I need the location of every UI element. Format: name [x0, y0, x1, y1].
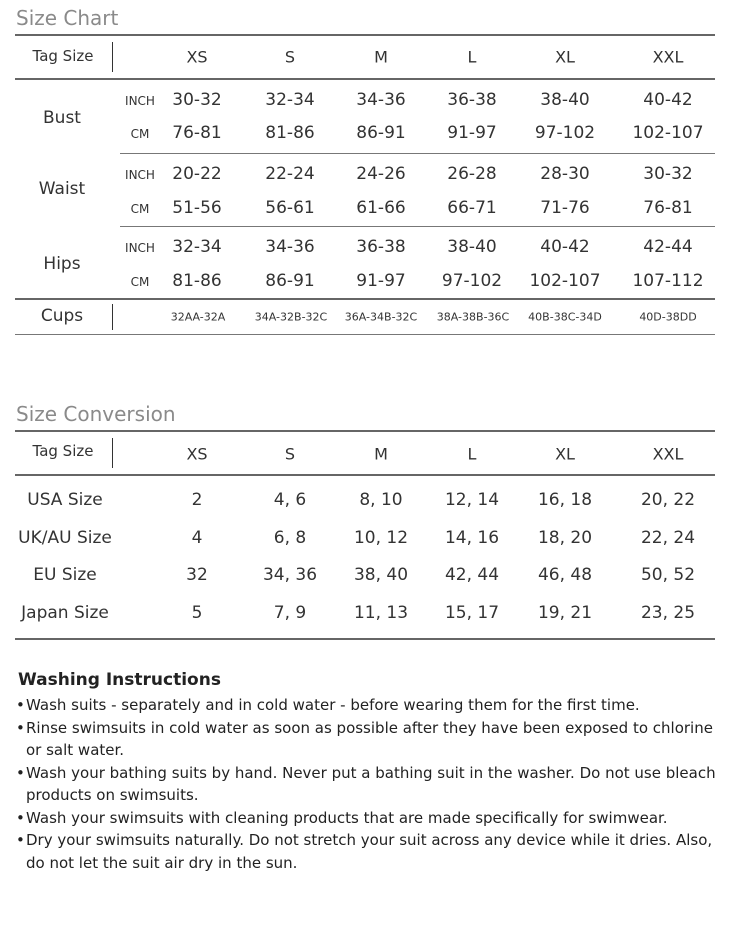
- converted-size-value: 14, 16: [444, 528, 500, 548]
- size-header: M: [374, 47, 388, 67]
- size-value: 56-61: [265, 198, 315, 218]
- size-value: 36-38: [447, 90, 497, 110]
- size-value: 102-107: [632, 123, 704, 143]
- converted-size-value: 15, 17: [444, 603, 500, 623]
- converted-size-value: 32: [186, 565, 208, 585]
- size-value: 91-97: [447, 123, 497, 143]
- converted-size-value: 10, 12: [353, 528, 409, 548]
- region-size-label: UK/AU Size: [18, 528, 112, 548]
- size-header: XXL: [652, 47, 684, 67]
- size-value: 76-81: [172, 123, 222, 143]
- cup-value: 32AA-32A: [170, 310, 226, 324]
- size-value: 102-107: [529, 271, 601, 291]
- size-value: 86-91: [356, 123, 406, 143]
- size-value: 32-34: [172, 237, 222, 257]
- washing-instructions-list: [16, 694, 731, 874]
- converted-size-value: 5: [191, 603, 203, 623]
- washing-instruction-item: • Dry your swimsuits naturally. Do not stretch your suit across any device while it dries. Also, do not let the suit air dry in the sun.: [16, 829, 731, 874]
- divider: [15, 78, 715, 80]
- size-header: XL: [555, 444, 575, 464]
- size-header: M: [374, 444, 388, 464]
- size-value: 51-56: [172, 198, 222, 218]
- washing-instruction-item: • Wash suits - separately and in cold water - before wearing them for the first time.: [16, 694, 731, 717]
- converted-size-value: 23, 25: [640, 603, 696, 623]
- size-value: 86-91: [265, 271, 315, 291]
- size-value: 24-26: [356, 164, 406, 184]
- cup-value: 40B-38C-34D: [528, 310, 602, 324]
- size-header: L: [467, 444, 477, 464]
- size-value: 97-102: [441, 271, 503, 291]
- divider: [15, 34, 715, 36]
- tag-size-label: Tag Size: [32, 442, 94, 460]
- size-value: 22-24: [265, 164, 315, 184]
- unit-label: CM: [130, 127, 150, 141]
- region-size-label: Japan Size: [21, 603, 109, 623]
- converted-size-value: 4, 6: [273, 490, 307, 510]
- divider: [112, 42, 113, 72]
- size-value: 26-28: [447, 164, 497, 184]
- washing-instructions-title: Washing Instructions: [18, 670, 221, 690]
- size-value: 40-42: [540, 237, 590, 257]
- size-value: 76-81: [643, 198, 693, 218]
- converted-size-value: 38, 40: [353, 565, 409, 585]
- size-value: 38-40: [447, 237, 497, 257]
- washing-instruction-item: • Wash your swimsuits with cleaning products that are made specifically for swimwear.: [16, 807, 731, 830]
- size-value: 91-97: [356, 271, 406, 291]
- size-header: XS: [186, 47, 208, 67]
- size-header: XL: [555, 47, 575, 67]
- converted-size-value: 2: [191, 490, 203, 510]
- size-value: 42-44: [643, 237, 693, 257]
- divider: [15, 474, 715, 476]
- size-value: 71-76: [540, 198, 590, 218]
- size-header: S: [284, 47, 296, 67]
- washing-instruction-item: • Wash your bathing suits by hand. Never put a bathing suit in the washer. Do not use bleach products on swimsuits.: [16, 762, 731, 807]
- size-value: 30-32: [172, 90, 222, 110]
- region-size-label: USA Size: [27, 490, 103, 510]
- size-value: 66-71: [447, 198, 497, 218]
- measurement-label: Hips: [43, 254, 81, 274]
- size-chart-title: Size Chart: [16, 6, 119, 30]
- size-value: 30-32: [643, 164, 693, 184]
- measurement-label: Waist: [38, 179, 86, 199]
- converted-size-value: 7, 9: [273, 603, 307, 623]
- size-conversion-title: Size Conversion: [16, 402, 176, 426]
- measurement-label: Bust: [43, 108, 81, 128]
- converted-size-value: 8, 10: [359, 490, 403, 510]
- size-header: XS: [186, 444, 208, 464]
- converted-size-value: 19, 21: [537, 603, 593, 623]
- converted-size-value: 46, 48: [537, 565, 593, 585]
- cup-value: 36A-34B-32C: [344, 310, 418, 324]
- size-header: XXL: [652, 444, 684, 464]
- divider: [15, 430, 715, 432]
- size-value: 81-86: [265, 123, 315, 143]
- divider: [15, 298, 715, 300]
- washing-instruction-item: • Rinse swimsuits in cold water as soon as possible after they have been exposed to chlorine or salt water.: [16, 717, 731, 762]
- converted-size-value: 11, 13: [353, 603, 409, 623]
- divider: [120, 226, 715, 227]
- size-header: L: [467, 47, 477, 67]
- converted-size-value: 42, 44: [444, 565, 500, 585]
- converted-size-value: 20, 22: [640, 490, 696, 510]
- cup-value: 34A-32B-32C: [254, 310, 328, 324]
- unit-label: CM: [130, 275, 150, 289]
- divider: [112, 304, 113, 330]
- size-value: 28-30: [540, 164, 590, 184]
- cup-value: 38A-38B-36C: [436, 310, 510, 324]
- size-value: 61-66: [356, 198, 406, 218]
- divider: [112, 438, 113, 468]
- unit-label: CM: [130, 202, 150, 216]
- size-value: 36-38: [356, 237, 406, 257]
- size-value: 97-102: [534, 123, 596, 143]
- unit-label: INCH: [125, 94, 155, 108]
- unit-label: INCH: [125, 241, 155, 255]
- converted-size-value: 18, 20: [537, 528, 593, 548]
- size-value: 40-42: [643, 90, 693, 110]
- converted-size-value: 12, 14: [444, 490, 500, 510]
- converted-size-value: 16, 18: [537, 490, 593, 510]
- divider: [120, 153, 715, 154]
- divider: [15, 638, 715, 640]
- tag-size-label: Tag Size: [32, 47, 94, 65]
- size-value: 32-34: [265, 90, 315, 110]
- size-value: 38-40: [540, 90, 590, 110]
- size-value: 34-36: [265, 237, 315, 257]
- converted-size-value: 50, 52: [640, 565, 696, 585]
- size-value: 34-36: [356, 90, 406, 110]
- cups-label: Cups: [40, 306, 84, 326]
- size-value: 20-22: [172, 164, 222, 184]
- cup-value: 40D-38DD: [639, 310, 697, 324]
- size-header: S: [284, 444, 296, 464]
- divider: [15, 334, 715, 335]
- converted-size-value: 4: [191, 528, 203, 548]
- size-value: 81-86: [172, 271, 222, 291]
- region-size-label: EU Size: [33, 565, 97, 585]
- converted-size-value: 6, 8: [273, 528, 307, 548]
- converted-size-value: 22, 24: [640, 528, 696, 548]
- unit-label: INCH: [125, 168, 155, 182]
- size-value: 107-112: [632, 271, 704, 291]
- converted-size-value: 34, 36: [262, 565, 318, 585]
